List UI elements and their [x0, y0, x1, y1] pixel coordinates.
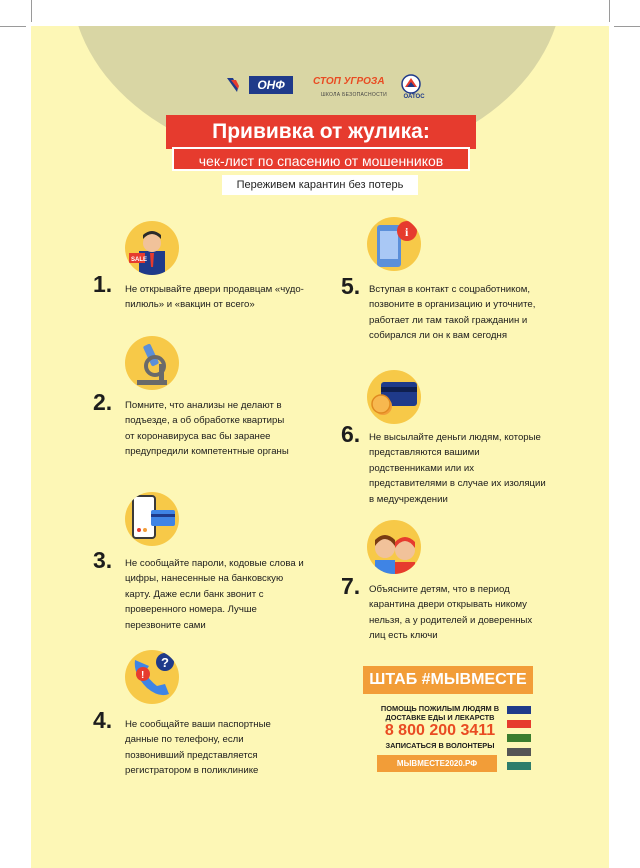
tip-number: 4.: [93, 707, 113, 733]
tip-text: Объясните детям, что в период карантина двери открывать никому нельзя, а у родителей и доверенных лиц есть ключи: [369, 584, 533, 642]
svg-text:?: ?: [161, 655, 169, 670]
stopugroza-logo-text: СТОП УГРОЗА: [313, 76, 385, 87]
crop-mark: [614, 26, 640, 27]
tip-number: 6.: [341, 421, 361, 447]
tip-text: Не открывайте двери продавцам «чудо-пилюль» и «вакцин от всего»: [125, 284, 304, 311]
salesman-icon: [125, 221, 179, 275]
tip-text: Вступая в контакт с соцработником, позвоните в организацию и уточните, работает ли там такой гражданин и собирался ли он к вам сегодня: [369, 284, 536, 342]
crop-mark: [31, 0, 32, 22]
onf-logo-text: ОНФ: [249, 76, 293, 94]
svg-text:i: i: [405, 225, 409, 239]
partner-logo: [507, 720, 531, 728]
tip-number: 2.: [93, 389, 113, 415]
tip-text: Помните, что анализы не делают в подъезде, а об обработке квартиры от коронавируса вас бы заранее предупредили компетентные органы: [125, 400, 289, 458]
onf-logo: [227, 76, 297, 94]
oatos-logo-text: ОАТОС: [403, 94, 425, 100]
microscope-icon: [125, 336, 179, 390]
stopugroza-logo: [313, 74, 388, 102]
mivmeste-badge: [363, 666, 535, 778]
badge-header: ШТАБ #МЫВМЕСТЕ: [363, 666, 533, 694]
partner-logo: [507, 748, 531, 756]
badge-line: ПОМОЩЬ ПОЖИЛЫМ ЛЮДЯМ В ДОСТАВКЕ ЕДЫ И ЛЕКАРСТВ: [380, 704, 500, 722]
tip-number: 3.: [93, 547, 113, 573]
tip-number: 7.: [341, 573, 361, 599]
tip-number: 5.: [341, 273, 361, 299]
badge-line: ЗАПИСАТЬСЯ В ВОЛОНТЕРЫ: [385, 741, 495, 750]
mobile-info-icon: [367, 217, 421, 271]
partner-logo: [507, 706, 531, 714]
card-coins-icon: [367, 370, 421, 424]
crop-mark: [0, 26, 26, 27]
poster-sheet: [31, 26, 609, 868]
page-title: Прививка от жулика:: [166, 115, 476, 149]
crop-mark: [609, 0, 610, 22]
page-subtitle: чек-лист по спасению от мошенников: [172, 147, 470, 171]
tagline-label: Переживем карантин без потерь: [222, 175, 418, 195]
onf-check-icon: [227, 76, 249, 94]
stopugroza-tagline: ШКОЛА БЕЗОПАСНОСТИ: [321, 92, 388, 98]
oatos-emblem-icon: [400, 74, 422, 94]
svg-text:SALE: SALE: [131, 257, 148, 263]
partner-logos: [507, 706, 533, 778]
site-link-button[interactable]: МЫВМЕСТЕ2020.РФ: [377, 755, 497, 772]
partner-logo: [507, 734, 531, 742]
children-icon: [367, 520, 421, 574]
title-block: [166, 115, 476, 173]
oatos-logo: [397, 74, 425, 104]
hotline-phone[interactable]: 8 800 200 3411: [384, 722, 496, 739]
tip-text: Не сообщайте ваши паспортные данные по телефону, если позвонивший представляется регистратором в поликлинике: [125, 719, 271, 777]
tip-text: Не высылайте деньги людям, которые представляются вашими родственниками или их представителями в случае их изоляции в медучреждении: [369, 432, 546, 505]
svg-text:!: !: [141, 670, 145, 681]
tip-number: 1.: [93, 271, 113, 297]
phone-call-warning-icon: [125, 650, 179, 704]
tip-text: Не сообщайте пароли, кодовые слова и цифры, нанесенные на банковскую карту. Даже если банк звонит с проверенного номера. Лучше перезвоните сами: [125, 558, 304, 631]
partner-logo: [507, 762, 531, 770]
phone-card-icon: [125, 492, 179, 546]
